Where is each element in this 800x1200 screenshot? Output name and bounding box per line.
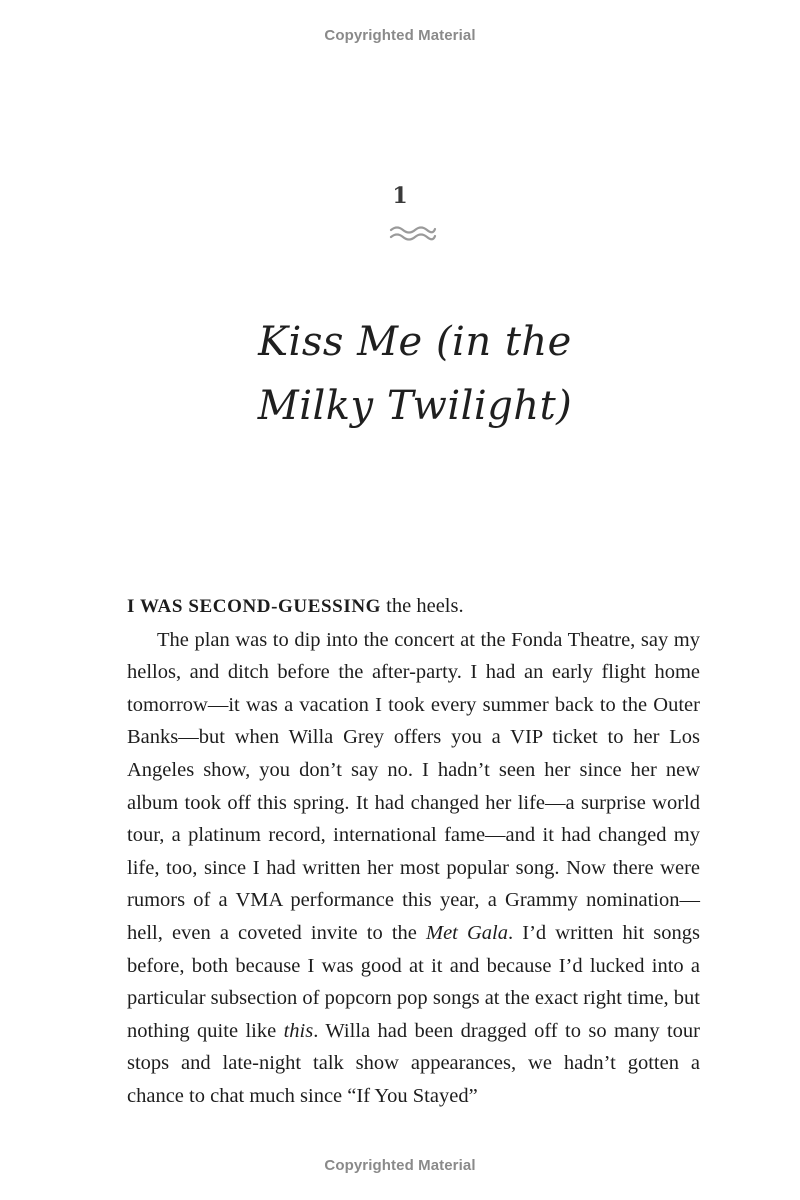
paragraph-2-emphasis-1: Met Gala (426, 921, 509, 944)
paragraph-1 (127, 590, 700, 624)
chapter-number: 1 (392, 183, 408, 209)
paragraph-2-part-3: . Willa had been dragged off to so many tour stops and late-night talk show appearances, we hadn’t gotten a chance to chat much since “If You Stayed” (127, 1019, 700, 1107)
wave-ornament-icon (388, 222, 438, 242)
lead-in-text: I WAS SECOND-GUESSING (127, 596, 382, 617)
paragraph-2-part-2: . I’d written hit songs before, both because I was good at it and because I’d lucked into a particular subsection of popcorn pop songs at the exact right time, but nothing quite like (127, 921, 700, 1042)
chapter-title-line-2: Milky Twilight) (257, 383, 573, 429)
paragraph-1-rest: the heels. (381, 595, 464, 617)
chapter-title (150, 310, 680, 438)
copyright-watermark-bottom: Copyrighted Material (324, 1157, 476, 1174)
paragraph-2 (127, 624, 700, 1113)
copyright-watermark-top: Copyrighted Material (324, 27, 476, 44)
paragraph-2-part-1: The plan was to dip into the concert at the Fonda Theatre, say my hellos, and ditch before the after-party. I had an early flight home tomorrow—it was a vacation I took every summer back to the Outer Banks—but when Willa Grey offers you a VIP ticket to her Los Angeles show, you don’t say no. I hadn’t seen her since her new album took off this spring. It had changed her life—a surprise world tour, a platinum record, international fame—and it had changed my life, too, since I had written her most popular song. Now there were rumors of a VMA performance this year, a Grammy nomination—hell, even a coveted invite to the (127, 628, 700, 944)
chapter-title-line-1: Kiss Me (in the (258, 319, 572, 365)
chapter-body (127, 590, 700, 1113)
paragraph-2-emphasis-2: this (283, 1019, 314, 1042)
